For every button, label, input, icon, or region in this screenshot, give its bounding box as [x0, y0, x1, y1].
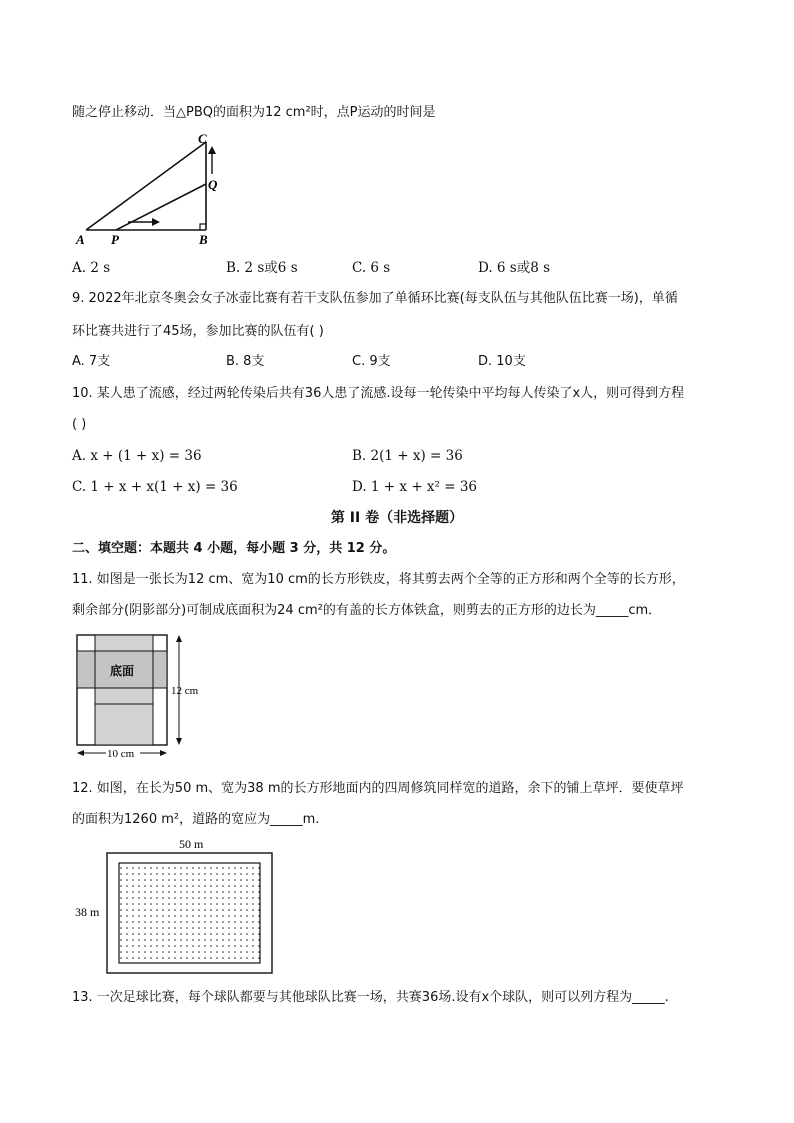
q10-line-2: ( ): [72, 417, 87, 432]
label-p: P: [111, 232, 119, 247]
q10-option-d: D. 1 + x + x² = 36: [352, 479, 478, 495]
q9-option-a: A. 7支: [72, 354, 111, 369]
q8-option-b: B. 2 s或6 s: [226, 260, 298, 276]
segment-pq: [116, 184, 206, 230]
height-arrow-top: [176, 635, 182, 642]
shaded-top: [95, 635, 153, 651]
q9-line-1: 9. 2022年北京冬奥会女子冰壶比赛有若干支队伍参加了单循环比赛(每支队伍与其他队伍比赛一场)，单循: [72, 291, 678, 306]
q11-sheet-figure: [70, 630, 220, 764]
q10-option-a: A. x + (1 + x) = 36: [72, 448, 202, 464]
q11-line-2: 剩余部分(阴影部分)可制成底面积为24 cm²的有盖的长方体铁盒，则剪去的正方形的边长为_____cm．: [72, 603, 662, 618]
shaded-middle: [95, 688, 153, 704]
q11-line-1: 11. 如图是一张长为12 cm、宽为10 cm的长方形铁皮，将其剪去两个全等的正方形和两个全等的长方形，: [72, 572, 685, 587]
q13-line-1: 13. 一次足球比赛，每个球队都要与其他球队比赛一场，共赛36场.设有x个球队，则可以列方程为_____.: [72, 990, 669, 1005]
base-label: 底面: [110, 664, 135, 678]
arrow-q-head: [208, 146, 216, 154]
q12-lawn-figure: [70, 835, 280, 980]
q8-option-a: A. 2 s: [72, 260, 111, 276]
side-label: 38 m: [75, 905, 100, 919]
q10-line-1: 10. 某人患了流感，经过两轮传染后共有36人患了流感.设每一轮传染中平均每人传染了x人，则可得到方程: [72, 386, 685, 401]
label-c: C: [198, 131, 207, 146]
q10-option-b: B. 2(1 + x) = 36: [352, 448, 463, 464]
q8-stem-tail: 随之停止移动．当△PBQ的面积为12 cm²时，点P运动的时间是: [72, 105, 436, 120]
q10-option-c: C. 1 + x + x(1 + x) = 36: [72, 479, 238, 495]
q8-option-c: C. 6 s: [352, 260, 391, 276]
shaded-bottom: [95, 704, 153, 745]
q8-triangle-figure: [70, 128, 230, 248]
q12-line-1: 12. 如图，在长为50 m、宽为38 m的长方形地面内的四周修筑同样宽的道路，余下的铺上草坪．要使草坪: [72, 781, 684, 796]
lawn-area: [119, 863, 260, 963]
width-arrow-right: [160, 750, 167, 756]
q9-option-c: C. 9支: [352, 354, 391, 369]
label-a: A: [76, 232, 85, 247]
label-b: B: [199, 232, 208, 247]
arrow-p-head: [152, 218, 160, 226]
height-label: 12 cm: [171, 685, 199, 697]
width-label: 10 cm: [107, 748, 135, 760]
section-heading: 二、填空题：本题共 4 小题，每小题 3 分，共 12 分。: [72, 541, 396, 556]
label-q: Q: [208, 177, 218, 192]
segment-ac: [86, 142, 206, 230]
q9-option-b: B. 8支: [226, 354, 265, 369]
q8-option-d: D. 6 s或8 s: [478, 260, 551, 276]
section-title: 第 II 卷（非选择题）: [330, 510, 464, 526]
q12-line-2: 的面积为1260 m²，道路的宽应为_____m.: [72, 812, 320, 827]
q9-option-d: D. 10支: [478, 354, 526, 369]
height-arrow-bottom: [176, 738, 182, 745]
q9-line-2: 环比赛共进行了45场，参加比赛的队伍有( ): [72, 324, 324, 339]
right-angle-mark: [200, 224, 206, 230]
width-arrow-left: [77, 750, 84, 756]
top-label: 50 m: [179, 837, 204, 851]
